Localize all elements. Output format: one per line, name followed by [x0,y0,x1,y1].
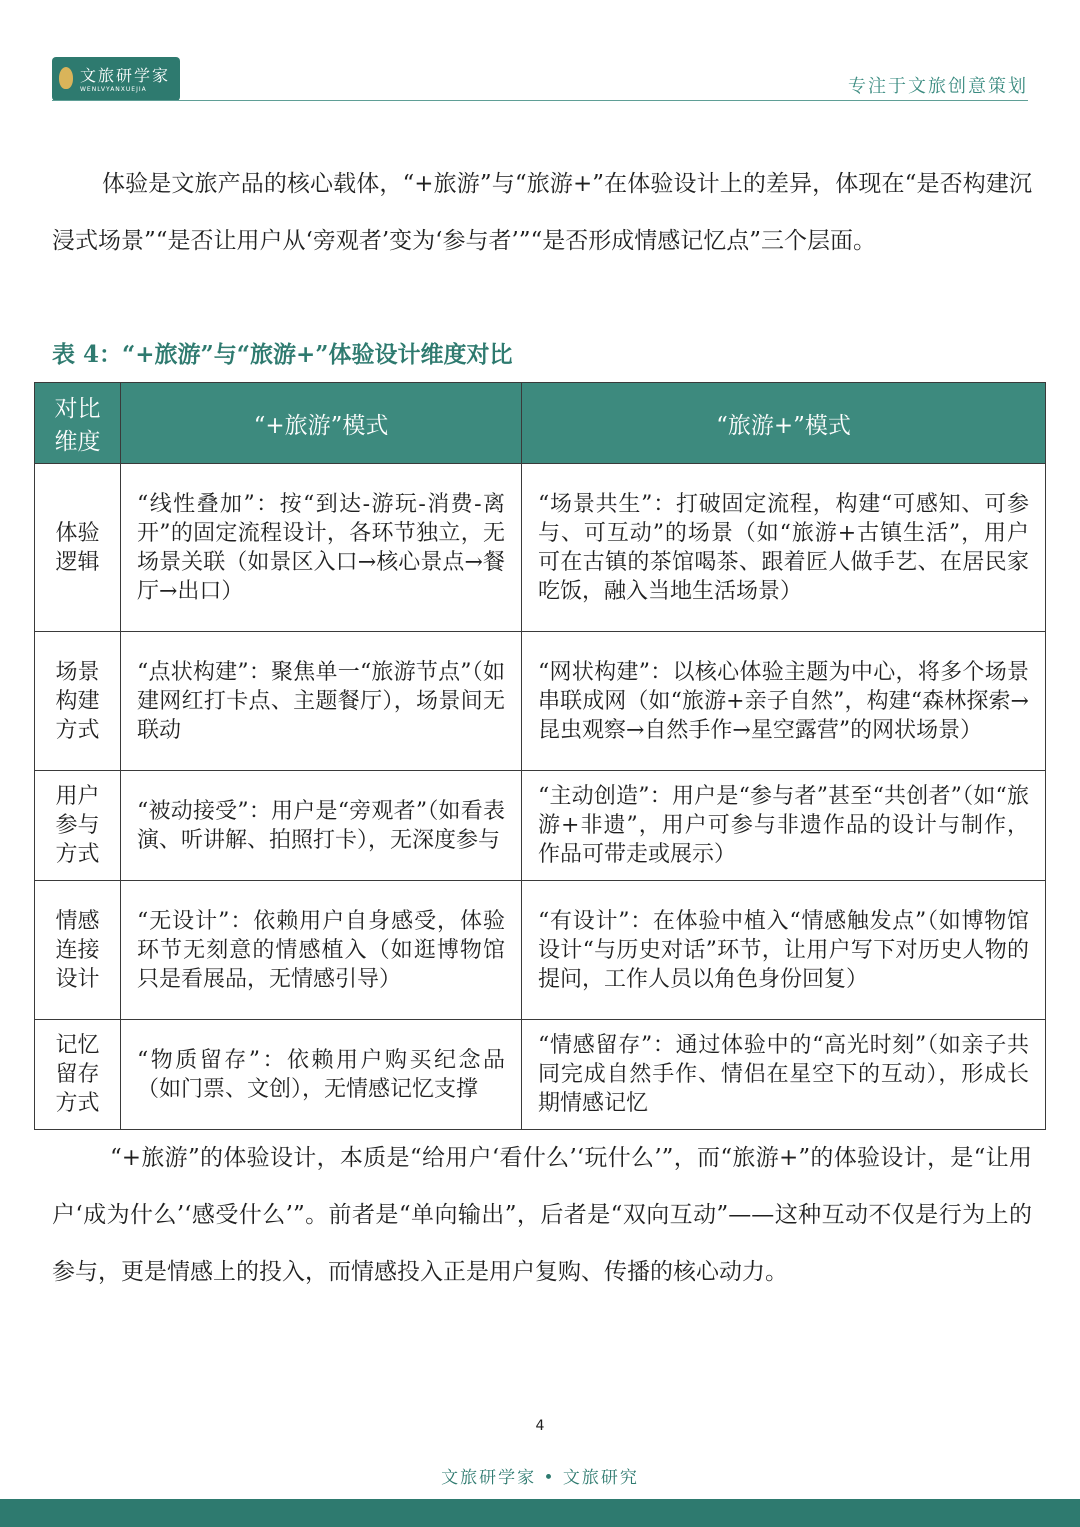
cell-plus-tourism: “点状构建”：聚焦单一“旅游节点”（如建网红打卡点、主题餐厅），场景间无联动 [121,632,522,771]
cell-plus-tourism: “物质留存”：依赖用户购买纪念品（如门票、文创），无情感记忆支撑 [121,1020,522,1130]
row-dimension: 场景构建方式 [35,632,121,771]
table-row [35,1020,1046,1130]
header-tagline: 专注于文旅创意策划 [848,76,1028,97]
brand-logo [52,57,180,101]
footer-text: 文旅研学家 • 文旅研究 [441,1468,639,1488]
cell-tourism-plus: “情感留存”：通过体验中的“高光时刻”（如亲子共同完成自然手作、情侣在星空下的互动），形成长期情感记忆 [522,1020,1046,1130]
table-row [35,881,1046,1020]
table-row [35,464,1046,632]
row-dimension: 情感连接设计 [35,881,121,1020]
footer-bar [0,1499,1080,1527]
page-header [0,0,1080,110]
cell-plus-tourism: “被动接受”：用户是“旁观者”（如看表演、听讲解、拍照打卡），无深度参与 [121,771,522,881]
cell-plus-tourism: “线性叠加”：按“到达-游玩-消费-离开”的固定流程设计，各环节独立，无场景关联（如景区入口→核心景点→餐厅→出口） [121,464,522,632]
cell-tourism-plus: “网状构建”：以核心体验主题为中心，将多个场景串联成网（如“旅游+亲子自然”，构建“森林探索→昆虫观察→自然手作→星空露营”的网状场景） [522,632,1046,771]
header-dimension: 对比维度 [35,383,121,464]
row-dimension: 用户参与方式 [35,771,121,881]
row-dimension: 体验逻辑 [35,464,121,632]
table-caption: 表 4：“+旅游”与“旅游+”体验设计维度对比 [52,341,513,368]
page-number: 4 [535,1418,545,1434]
logo-subtitle: WENLVYANXUEJIA [80,86,147,93]
header-divider [52,100,1028,101]
cell-tourism-plus: “主动创造”：用户是“参与者”甚至“共创者”（如“旅游+非遗”，用户可参与非遗作品的设计与制作，作品可带走或展示） [522,771,1046,881]
header-tourism-plus: “旅游+”模式 [522,383,1046,464]
logo-name: 文旅研学家 [80,66,171,85]
table-row [35,771,1046,881]
cell-plus-tourism: “无设计”：依赖用户自身感受，体验环节无刻意的情感植入（如逛博物馆只是看展品，无情感引导） [121,881,522,1020]
comparison-table [34,382,1046,1130]
closing-paragraph: “+旅游”的体验设计，本质是“给用户‘看什么’‘玩什么’”，而“旅游+”的体验设计，是“让用户‘成为什么’‘感受什么’”。前者是“单向输出”，后者是“双向互动”——这种互动不仅是行为上的参与，更是情感上的投入，而情感投入正是用户复购、传播的核心动力。 [52,1145,1032,1285]
cell-tourism-plus: “有设计”：在体验中植入“情感触发点”（如博物馆设计“与历史对话”环节，让用户写下对历史人物的提问，工作人员以角色身份回复） [522,881,1046,1020]
intro-paragraph: 体验是文旅产品的核心载体，“+旅游”与“旅游+”在体验设计上的差异，体现在“是否构建沉浸式场景”“是否让用户从‘旁观者’变为‘参与者’”“是否形成情感记忆点”三个层面。 [52,171,1032,254]
header-plus-tourism: “+旅游”模式 [121,383,522,464]
cell-tourism-plus: “场景共生”：打破固定流程，构建“可感知、可参与、可互动”的场景（如“旅游+古镇生活”，用户可在古镇的茶馆喝茶、跟着匠人做手艺、在居民家吃饭，融入当地生活场景） [522,464,1046,632]
row-dimension: 记忆留存方式 [35,1020,121,1130]
table-header [35,383,1046,464]
leaf-icon [59,67,73,89]
table-row [35,632,1046,771]
